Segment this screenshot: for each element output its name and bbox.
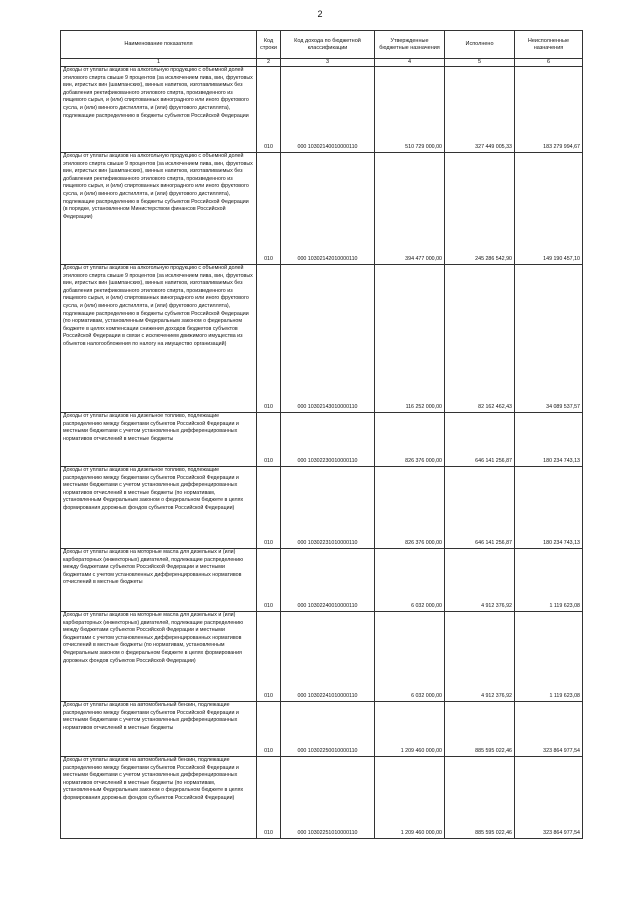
remaining-amount: 1 119 623,08	[515, 612, 583, 702]
remaining-amount: 149 190 457,10	[515, 153, 583, 265]
table-row	[61, 549, 583, 612]
approved-amount: 826 376 000,00	[375, 413, 445, 467]
indicator-name: Доходы от уплаты акцизов на моторные масла для дизельных и (или) карбюраторных (инжекторных) двигателей, подлежащие распределению между бюджетами субъектов Российской Федерации и местными бюджетами с учетом установленных дифференцированных нормативов отчислений в местные бюджеты	[61, 549, 257, 612]
table-row	[61, 67, 583, 153]
column-number: 1	[61, 59, 257, 67]
column-number: 6	[515, 59, 583, 67]
header-executed: Исполнено	[445, 31, 515, 59]
approved-amount: 6 032 000,00	[375, 549, 445, 612]
budget-code: 000 10302140010000110	[281, 67, 375, 153]
header-approved: Утвержденные бюджетные назначения	[375, 31, 445, 59]
approved-amount: 116 252 000,00	[375, 265, 445, 413]
table-row	[61, 612, 583, 702]
budget-code: 000 10302231010000110	[281, 467, 375, 549]
indicator-name: Доходы от уплаты акцизов на алкогольную продукцию с объемной долей этилового спирта свыше 9 процентов (за исключением пива, вин, фруктовых вин, игристых вин (шампанских), винных напитков, изготавливаемых без добавления ректификованного этилового спирта, произведенного из пищевого сырья, и (или) спиртованных виноградного или иного фруктового сусла, и (или) винного дистиллята, и (или) фруктового дистиллята), подлежащие распределению в бюджеты субъектов Российской Федерации (по нормативам, установленным Федеральным законом о федеральном бюджете в целях компенсации снижения доходов бюджетов субъектов Российской Федерации в связи с исключением движимого имущества из объектов налогообложения по налогу на имущество организаций)	[61, 265, 257, 413]
indicator-name: Доходы от уплаты акцизов на дизельное топливо, подлежащие распределению между бюджетами субъектов Российской Федерации и местными бюджетами с учетом установленных дифференцированных нормативов отчислений в местные бюджеты	[61, 413, 257, 467]
table-row	[61, 153, 583, 265]
remaining-amount: 1 119 623,08	[515, 549, 583, 612]
budget-code: 000 10302240010000110	[281, 549, 375, 612]
executed-amount: 646 141 256,87	[445, 467, 515, 549]
header-remaining: Неисполненные назначения	[515, 31, 583, 59]
indicator-name: Доходы от уплаты акцизов на алкогольную продукцию с объемной долей этилового спирта свыше 9 процентов (за исключением пива, вин, фруктовых вин, игристых вин (шампанских), винных напитков, изготавливаемых без добавления ректификованного этилового спирта, произведенного из пищевого сырья, и (или) спиртованных виноградного или иного фруктового сусла, и (или) винного дистиллята, и (или) фруктового дистиллята), подлежащие распределению в бюджеты субъектов Российской Федерации (в порядке, установленном Министерством финансов Российской Федерации)	[61, 153, 257, 265]
executed-amount: 885 595 022,46	[445, 757, 515, 839]
budget-code: 000 10302250010000110	[281, 702, 375, 757]
table-row	[61, 757, 583, 839]
indicator-name: Доходы от уплаты акцизов на автомобильный бензин, подлежащие распределению между бюджетами субъектов Российской Федерации и местными бюджетами с учетом установленных дифференцированных нормативов отчислений в местные бюджеты	[61, 702, 257, 757]
indicator-name: Доходы от уплаты акцизов на моторные масла для дизельных и (или) карбюраторных (инжекторных) двигателей, подлежащие распределению между бюджетами субъектов Российской Федерации и местными бюджетами с учетом установленных дифференцированных нормативов отчислений в местные бюджеты (по нормативам, установленным Федеральным законом о федеральном бюджете в целях формирования дорожных фондов субъектов Российской Федерации)	[61, 612, 257, 702]
line-code: 010	[257, 757, 281, 839]
executed-amount: 4 912 376,92	[445, 549, 515, 612]
line-code: 010	[257, 612, 281, 702]
column-number: 2	[257, 59, 281, 67]
approved-amount: 6 032 000,00	[375, 612, 445, 702]
column-number: 5	[445, 59, 515, 67]
line-code: 010	[257, 153, 281, 265]
approved-amount: 1 209 460 000,00	[375, 702, 445, 757]
header-line-code: Код строки	[257, 31, 281, 59]
indicator-name: Доходы от уплаты акцизов на автомобильный бензин, подлежащие распределению между бюджетами субъектов Российской Федерации и местными бюджетами с учетом установленных дифференцированных нормативов отчислений в местные бюджеты (по нормативам, установленным Федеральным законом о федеральном бюджете в целях формирования дорожных фондов субъектов Российской Федерации)	[61, 757, 257, 839]
executed-amount: 885 595 022,46	[445, 702, 515, 757]
approved-amount: 510 729 000,00	[375, 67, 445, 153]
budget-code: 000 10302251010000110	[281, 757, 375, 839]
remaining-amount: 34 089 537,57	[515, 265, 583, 413]
line-code: 010	[257, 67, 281, 153]
table-row	[61, 467, 583, 549]
table-row	[61, 265, 583, 413]
table-row	[61, 702, 583, 757]
budget-code: 000 10302143010000110	[281, 265, 375, 413]
executed-amount: 82 162 462,43	[445, 265, 515, 413]
line-code: 010	[257, 467, 281, 549]
approved-amount: 394 477 000,00	[375, 153, 445, 265]
budget-code: 000 10302142010000110	[281, 153, 375, 265]
line-code: 010	[257, 549, 281, 612]
column-number-row	[61, 59, 583, 67]
indicator-name: Доходы от уплаты акцизов на дизельное топливо, подлежащие распределению между бюджетами субъектов Российской Федерации и местными бюджетами с учетом установленных дифференцированных нормативов отчислений в местные бюджеты (по нормативам, установленным Федеральным законом о федеральном бюджете в целях формирования дорожных фондов субъектов Российской Федерации)	[61, 467, 257, 549]
remaining-amount: 323 864 977,54	[515, 702, 583, 757]
executed-amount: 245 286 542,90	[445, 153, 515, 265]
approved-amount: 1 209 460 000,00	[375, 757, 445, 839]
remaining-amount: 183 279 994,67	[515, 67, 583, 153]
page-number: 2	[317, 9, 323, 19]
budget-code: 000 10302241010000110	[281, 612, 375, 702]
header-indicator-name: Наименование показателя	[61, 31, 257, 59]
approved-amount: 826 376 000,00	[375, 467, 445, 549]
indicator-name: Доходы от уплаты акцизов на алкогольную продукцию с объемной долей этилового спирта свыше 9 процентов (за исключением пива, вин, фруктовых вин, игристых вин (шампанских), винных напитков, изготавливаемых без добавления ректификованного этилового спирта, произведенного из пищевого сырья, и (или) спиртованных виноградного или иного фруктового сусла, и (или) винного дистиллята, и (или) фруктового дистиллята), подлежащие распределению в бюджеты субъектов Российской Федерации	[61, 67, 257, 153]
executed-amount: 646 141 256,87	[445, 413, 515, 467]
remaining-amount: 180 234 743,13	[515, 467, 583, 549]
executed-amount: 327 449 005,33	[445, 67, 515, 153]
header-row	[61, 31, 583, 59]
column-number: 3	[281, 59, 375, 67]
column-number: 4	[375, 59, 445, 67]
line-code: 010	[257, 413, 281, 467]
table-row	[61, 413, 583, 467]
line-code: 010	[257, 702, 281, 757]
remaining-amount: 323 864 977,54	[515, 757, 583, 839]
line-code: 010	[257, 265, 281, 413]
budget-code: 000 10302230010000110	[281, 413, 375, 467]
header-budget-code: Код дохода по бюджетной классификации	[281, 31, 375, 59]
remaining-amount: 180 234 743,13	[515, 413, 583, 467]
executed-amount: 4 912 376,92	[445, 612, 515, 702]
report-table	[60, 30, 583, 839]
